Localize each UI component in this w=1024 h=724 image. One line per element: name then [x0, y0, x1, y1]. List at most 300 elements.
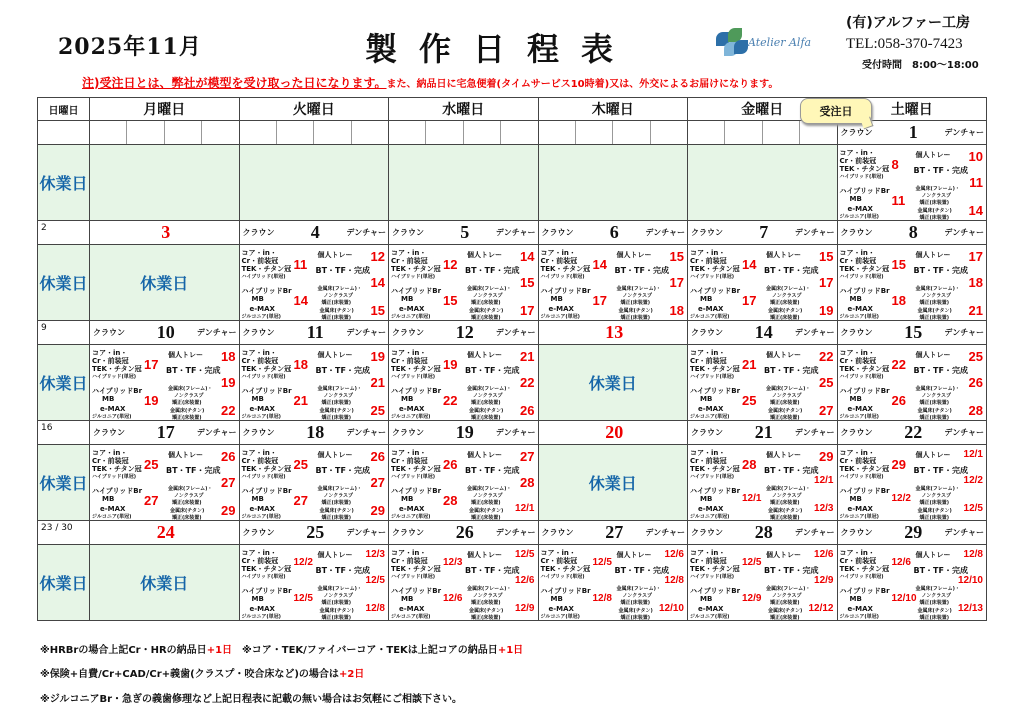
- day-cell: [837, 321, 987, 421]
- tray-label: 個人トレー: [915, 451, 951, 459]
- crown-delivery-1: 12/2: [293, 557, 313, 568]
- hybrid-small-label: ハイブリッド(単冠): [391, 574, 436, 580]
- core-label: コア・in・: [839, 549, 875, 557]
- tray-label: 個人トレー: [915, 251, 951, 259]
- nonclasp-label: ノンクラスプ: [174, 393, 204, 399]
- metal-titan-label: 金属床(チタン): [917, 408, 952, 414]
- emax-label: e-MAX: [399, 405, 425, 413]
- week-row: [38, 521, 987, 621]
- metal-frame-label: 金属床(フレーム)・: [616, 586, 661, 592]
- metal-frame-label: 金属床(フレーム)・: [915, 186, 960, 192]
- denture-delivery-1: 21: [520, 349, 535, 364]
- day-cell: [538, 121, 688, 221]
- crown-delivery-1: 12/6: [891, 557, 911, 568]
- grid-box: [165, 121, 202, 144]
- hybrid-small-label: ハイブリッド(単冠): [241, 574, 286, 580]
- mb-label: MB: [251, 495, 264, 503]
- sunday-date: 2: [38, 221, 89, 245]
- crown-label: クラウン: [392, 528, 424, 537]
- repair-label: 矯正(床装置): [770, 515, 800, 521]
- crown-delivery-2: 12/2: [891, 493, 911, 504]
- tray-label: 個人トレー: [915, 351, 951, 359]
- week-row: [38, 421, 987, 521]
- hybrid-br-label: ハイブリッドBr: [391, 387, 442, 395]
- day-header: [539, 321, 688, 345]
- denture-delivery-3: 12/9: [515, 603, 535, 614]
- crown-label: クラウン: [691, 428, 723, 437]
- crown-delivery-1: 18: [293, 357, 308, 372]
- day-cell: [688, 221, 838, 321]
- denture-delivery-3: 21: [968, 303, 983, 318]
- tray-label: 個人トレー: [168, 351, 203, 359]
- crown-delivery-1: 22: [891, 357, 906, 372]
- tray-label: 個人トレー: [317, 351, 353, 359]
- metal-titan-label: 金属床(チタン): [469, 408, 504, 414]
- day-body: [539, 545, 688, 620]
- crown-delivery-2: 18: [891, 293, 906, 308]
- denture-delivery-2: 18: [968, 275, 983, 290]
- footnote-1: [40, 641, 523, 656]
- denture-delivery-2: 12/8: [664, 575, 684, 586]
- day-header: [389, 421, 538, 445]
- hybrid-small-label: ハイブリッド(単冠): [839, 274, 884, 280]
- crown-label: クラウン: [840, 328, 873, 337]
- tray-label: 個人トレー: [766, 451, 801, 459]
- mb-label: MB: [251, 295, 264, 303]
- metal-frame-label: 金属床(フレーム)・: [168, 386, 213, 392]
- metal-frame-label: 金属床(フレーム)・: [766, 386, 811, 392]
- grid-box: [763, 121, 800, 144]
- repair-label: 矯正(床装置): [471, 515, 501, 521]
- day-cell: [239, 221, 389, 321]
- hybrid-small-label: ハイブリッド(単冠): [92, 374, 137, 380]
- sunday-date: 23 / 30: [38, 521, 89, 545]
- denture-delivery-1: 14: [520, 249, 535, 264]
- core-label: コア・in・: [839, 349, 875, 357]
- sunday-date: [38, 121, 89, 145]
- cr-label: Cr・前装冠: [839, 157, 877, 165]
- day-header: [838, 421, 987, 445]
- nonclasp-label: ノンクラスプ: [622, 293, 653, 299]
- cr-label: Cr・前装冠: [690, 557, 727, 565]
- zirconia-label: ジルコニア(単冠): [391, 414, 431, 420]
- emax-label: e-MAX: [249, 505, 275, 513]
- core-label: コア・in・: [839, 449, 875, 457]
- day-cell: [90, 421, 240, 521]
- hybrid-small-label: ハイブリッド(単冠): [241, 474, 286, 480]
- bt-label: BT・TF・完成: [764, 566, 819, 575]
- repair-label: 矯正(床装置): [172, 400, 202, 406]
- repair-label: 矯正(床装置): [770, 400, 800, 406]
- day-body: [838, 245, 987, 320]
- tek-label: TEK・チタン冠: [839, 265, 890, 273]
- crown-label: クラウン: [691, 328, 723, 337]
- crown-delivery-1: 12/5: [592, 557, 612, 568]
- footnote-2b: +2日: [338, 669, 365, 680]
- crown-delivery-2: 27: [293, 493, 308, 508]
- denture-delivery-1: 10: [968, 149, 983, 164]
- hybrid-br-label: ハイブリッドBr: [92, 387, 143, 395]
- emax-label: e-MAX: [847, 205, 873, 213]
- denture-delivery-1: 12/1: [963, 449, 983, 460]
- bt-label: BT・TF・完成: [764, 366, 819, 375]
- nonclasp-label: ノンクラスプ: [622, 593, 653, 599]
- mb-label: MB: [401, 595, 414, 603]
- bt-label: BT・TF・完成: [315, 366, 370, 375]
- hybrid-small-label: ハイブリッド(単冠): [241, 374, 286, 380]
- day-number: 28: [754, 522, 773, 542]
- day-cell: [837, 121, 987, 221]
- emax-label: e-MAX: [847, 505, 873, 513]
- zirconia-label: ジルコニア(単冠): [690, 514, 730, 520]
- crown-delivery-2: 22: [443, 393, 458, 408]
- hybrid-small-label: ハイブリッド(単冠): [391, 374, 436, 380]
- tek-label: TEK・チタン冠: [839, 565, 890, 573]
- repair-label: 矯正(床装置): [770, 615, 800, 621]
- grid-box: [651, 121, 687, 144]
- crown-delivery-1: 12/5: [742, 557, 762, 568]
- bt-label: BT・TF・完成: [465, 266, 520, 275]
- day-number: 21: [754, 422, 773, 442]
- day-cell: [538, 221, 688, 321]
- denture-delivery-1: 18: [221, 349, 236, 364]
- mb-label: MB: [849, 495, 862, 503]
- hybrid-br-label: ハイブリッドBr: [241, 487, 292, 495]
- day-header: [389, 321, 538, 345]
- day-body: [90, 445, 239, 520]
- emax-label: e-MAX: [698, 605, 724, 613]
- nonclasp-label: ノンクラスプ: [921, 493, 952, 499]
- denture-label: デンチャー: [944, 228, 984, 237]
- zirconia-label: ジルコニア(単冠): [241, 614, 281, 620]
- hybrid-br-label: ハイブリッドBr: [839, 487, 890, 495]
- grid-box: [352, 121, 388, 144]
- bt-label: BT・TF・完成: [614, 266, 669, 275]
- tray-label: 個人トレー: [766, 551, 801, 559]
- day-number: 8: [908, 222, 918, 242]
- metal-titan-label: 金属床(チタン): [469, 608, 504, 614]
- day-header: [90, 221, 239, 245]
- grid-box: [389, 121, 426, 144]
- hybrid-br-label: ハイブリッドBr: [241, 387, 292, 395]
- tek-label: TEK・チタン冠: [241, 365, 292, 373]
- footnote-1d: +1日: [497, 645, 524, 656]
- hybrid-br-label: ハイブリッドBr: [839, 587, 890, 595]
- zirconia-label: ジルコニア(単冠): [839, 414, 879, 420]
- empty-cell: [389, 145, 538, 220]
- day-header: [688, 521, 837, 545]
- empty-header: [90, 121, 239, 145]
- denture-delivery-3: 27: [819, 403, 834, 418]
- emax-label: e-MAX: [548, 305, 574, 313]
- zirconia-label: ジルコニア(単冠): [690, 614, 730, 620]
- day-header: [389, 521, 538, 545]
- column-header-thursday: 木曜日: [538, 98, 688, 121]
- holiday-label: 休業日: [38, 445, 89, 520]
- metal-titan-label: 金属床(チタン): [768, 508, 803, 514]
- denture-label: デンチャー: [346, 428, 386, 437]
- tek-label: TEK・チタン冠: [839, 365, 890, 373]
- nonclasp-label: ノンクラスプ: [921, 193, 952, 199]
- denture-delivery-2: 11: [969, 175, 983, 190]
- core-label: コア・in・: [690, 349, 726, 357]
- bt-label: BT・TF・完成: [315, 566, 370, 575]
- week-row: [38, 121, 987, 221]
- tray-label: 個人トレー: [317, 551, 353, 559]
- emax-label: e-MAX: [847, 405, 873, 413]
- crown-label: クラウン: [392, 428, 424, 437]
- cr-label: Cr・前装冠: [391, 257, 428, 265]
- day-cell: [90, 321, 240, 421]
- core-label: コア・in・: [92, 349, 128, 357]
- column-header-tuesday: 火曜日: [239, 98, 389, 121]
- day-header: [240, 421, 389, 445]
- repair-label: 矯正(床装置): [172, 500, 202, 506]
- core-label: コア・in・: [241, 349, 277, 357]
- crown-delivery-1: 17: [144, 357, 159, 372]
- bt-label: BT・TF・完成: [465, 466, 520, 475]
- tray-label: 個人トレー: [915, 551, 951, 559]
- tek-label: TEK・チタン冠: [690, 565, 740, 573]
- holiday-label: 休業日: [90, 545, 239, 620]
- denture-delivery-3: 29: [221, 503, 236, 518]
- denture-label: デンチャー: [645, 228, 685, 237]
- denture-delivery-2: 17: [819, 275, 834, 290]
- crown-delivery-2: 14: [293, 293, 308, 308]
- denture-delivery-3: 12/8: [365, 603, 385, 614]
- denture-label: デンチャー: [794, 528, 835, 537]
- company-name: (有)アルファー工房: [846, 15, 970, 31]
- tray-label: 個人トレー: [317, 251, 353, 259]
- day-cell: [90, 121, 240, 221]
- nonclasp-label: ノンクラスプ: [772, 593, 802, 599]
- denture-delivery-1: 12/6: [814, 549, 834, 560]
- hybrid-br-label: ハイブリッドBr: [690, 287, 741, 295]
- day-number: 5: [460, 222, 470, 242]
- hybrid-br-label: ハイブリッドBr: [690, 487, 741, 495]
- schedule-table: [37, 97, 987, 621]
- tek-label: TEK・チタン冠: [92, 465, 142, 473]
- repair-label: 矯正(床装置): [172, 415, 202, 421]
- hybrid-br-label: ハイブリッドBr: [241, 287, 292, 295]
- day-header: [539, 521, 688, 545]
- day-number: 24: [156, 522, 175, 542]
- crown-delivery-1: 28: [742, 457, 757, 472]
- denture-delivery-2: 26: [968, 375, 983, 390]
- grid-box: [240, 121, 277, 144]
- hybrid-small-label: ハイブリッド(単冠): [540, 274, 585, 280]
- denture-delivery-3: 15: [370, 303, 385, 318]
- tek-label: TEK・チタン冠: [391, 465, 441, 473]
- tray-label: 個人トレー: [766, 251, 801, 259]
- emax-label: e-MAX: [847, 305, 873, 313]
- sunday-cell: [38, 421, 90, 521]
- core-label: コア・in・: [241, 549, 277, 557]
- repair-label: 矯正(床装置): [919, 215, 950, 221]
- core-label: コア・in・: [690, 449, 726, 457]
- mb-label: MB: [401, 295, 414, 303]
- day-body: [240, 345, 389, 420]
- denture-label: デンチャー: [196, 328, 237, 337]
- day-header: [389, 221, 538, 245]
- nonclasp-label: ノンクラスプ: [473, 493, 503, 499]
- denture-delivery-3: 12/13: [957, 603, 983, 614]
- nonclasp-label: ノンクラスプ: [174, 493, 204, 499]
- mb-label: MB: [700, 395, 713, 403]
- hybrid-small-label: ハイブリッド(単冠): [391, 274, 436, 280]
- grid-box: [464, 121, 501, 144]
- crown-delivery-1: 25: [293, 457, 308, 472]
- day-cell: [538, 421, 688, 521]
- empty-header: [688, 121, 837, 145]
- repair-label: 矯正(床装置): [321, 615, 352, 621]
- metal-titan-label: 金属床(チタン): [917, 508, 952, 514]
- crown-label: クラウン: [242, 528, 275, 537]
- cr-label: Cr・前装冠: [839, 457, 877, 465]
- denture-delivery-3: 17: [520, 303, 535, 318]
- nonclasp-label: ノンクラスプ: [772, 293, 802, 299]
- denture-delivery-2: 19: [221, 375, 236, 390]
- core-label: コア・in・: [540, 549, 576, 557]
- mb-label: MB: [550, 295, 563, 303]
- metal-frame-label: 金属床(フレーム)・: [467, 386, 512, 392]
- denture-delivery-1: 12/6: [664, 549, 684, 560]
- repair-label: 矯正(床装置): [321, 300, 352, 306]
- repair-label: 矯正(床装置): [321, 500, 352, 506]
- core-label: コア・in・: [690, 549, 726, 557]
- denture-label: デンチャー: [645, 528, 685, 537]
- nonclasp-label: ノンクラスプ: [323, 293, 354, 299]
- emax-label: e-MAX: [399, 605, 425, 613]
- metal-frame-label: 金属床(フレーム)・: [317, 486, 362, 492]
- cr-label: Cr・前装冠: [839, 557, 877, 565]
- zirconia-label: ジルコニア(単冠): [241, 414, 281, 420]
- denture-label: デンチャー: [196, 428, 237, 437]
- denture-delivery-2: 27: [221, 475, 236, 490]
- day-header: [838, 121, 987, 145]
- week-row: [38, 321, 987, 421]
- repair-label: 矯正(床装置): [919, 500, 950, 506]
- nonclasp-label: ノンクラスプ: [921, 593, 952, 599]
- cr-label: Cr・前装冠: [241, 357, 279, 365]
- denture-delivery-1: 15: [819, 249, 834, 264]
- denture-delivery-3: 19: [819, 303, 834, 318]
- crown-delivery-2: 19: [144, 393, 159, 408]
- grid-box: [539, 121, 576, 144]
- repair-label: 矯正(床装置): [770, 415, 800, 421]
- crown-delivery-1: 11: [293, 257, 308, 272]
- day-body: [240, 545, 389, 620]
- denture-label: デンチャー: [495, 528, 536, 537]
- nonclasp-label: ノンクラスプ: [473, 393, 503, 399]
- crown-label: クラウン: [840, 228, 873, 237]
- crown-delivery-2: 11: [891, 193, 906, 208]
- crown-delivery-1: 14: [742, 257, 757, 272]
- empty-cell: [240, 145, 389, 220]
- crown-delivery-2: 12/10: [891, 593, 917, 604]
- zirconia-label: ジルコニア(単冠): [540, 614, 580, 620]
- page-title: 製作日程表: [365, 30, 636, 68]
- day-header: [688, 321, 837, 345]
- emax-label: e-MAX: [100, 405, 126, 413]
- metal-frame-label: 金属床(フレーム)・: [317, 386, 362, 392]
- denture-label: デンチャー: [944, 128, 984, 137]
- day-body: [240, 445, 389, 520]
- week-row: [38, 221, 987, 321]
- zirconia-label: ジルコニア(単冠): [241, 314, 281, 320]
- metal-titan-label: 金属床(チタン): [618, 608, 653, 614]
- crown-delivery-2: 12/5: [293, 593, 313, 604]
- hybrid-small-label: ハイブリッド(単冠): [839, 374, 884, 380]
- day-header: [838, 321, 987, 345]
- denture-delivery-2: 25: [819, 375, 834, 390]
- metal-frame-label: 金属床(フレーム)・: [915, 286, 960, 292]
- emax-label: e-MAX: [698, 305, 724, 313]
- crown-delivery-2: 26: [891, 393, 906, 408]
- hybrid-small-label: ハイブリッド(単冠): [690, 574, 735, 580]
- nonclasp-label: ノンクラスプ: [772, 493, 802, 499]
- hybrid-small-label: ハイブリッド(単冠): [690, 374, 735, 380]
- day-cell: [688, 321, 838, 421]
- nonclasp-label: ノンクラスプ: [323, 393, 354, 399]
- bt-label: BT・TF・完成: [764, 266, 819, 275]
- crown-label: クラウン: [242, 328, 275, 337]
- day-cell: [389, 121, 539, 221]
- day-header: [240, 521, 389, 545]
- crown-label: クラウン: [691, 528, 723, 537]
- hybrid-br-label: ハイブリッドBr: [690, 387, 741, 395]
- crown-label: クラウン: [93, 328, 125, 337]
- mb-label: MB: [251, 595, 264, 603]
- denture-delivery-3: 18: [669, 303, 684, 318]
- hybrid-br-label: ハイブリッドBr: [92, 487, 143, 495]
- metal-frame-label: 金属床(フレーム)・: [467, 286, 512, 292]
- mb-label: MB: [849, 395, 862, 403]
- repair-label: 矯正(床装置): [919, 615, 950, 621]
- day-cell: [538, 321, 688, 421]
- holiday-label: 休業日: [38, 345, 89, 420]
- tek-label: TEK・チタン冠: [690, 365, 740, 373]
- denture-delivery-1: 26: [221, 449, 236, 464]
- cr-label: Cr・前装冠: [690, 257, 727, 265]
- sunday-date: 9: [38, 321, 89, 345]
- mb-label: MB: [849, 295, 862, 303]
- nonclasp-label: ノンクラスプ: [473, 593, 503, 599]
- denture-delivery-2: 12/5: [365, 575, 385, 586]
- day-body: [838, 145, 987, 220]
- tray-label: 個人トレー: [467, 251, 502, 259]
- core-label: コア・in・: [839, 149, 875, 157]
- footnote-1a: ※HRBrの場合上記Cr・HRの納品日: [40, 645, 207, 656]
- crown-delivery-1: 8: [891, 157, 899, 172]
- bt-label: BT・TF・完成: [913, 166, 968, 175]
- day-header: [688, 421, 837, 445]
- cr-label: Cr・前装冠: [92, 457, 129, 465]
- hybrid-br-label: ハイブリッドBr: [391, 287, 442, 295]
- mb-label: MB: [849, 595, 862, 603]
- denture-delivery-3: 26: [520, 403, 535, 418]
- hybrid-small-label: ハイブリッド(単冠): [839, 174, 884, 180]
- hybrid-br-label: ハイブリッドBr: [241, 587, 292, 595]
- crown-label: クラウン: [242, 228, 275, 237]
- repair-label: 矯正(床装置): [919, 600, 950, 606]
- empty-header: [240, 121, 389, 145]
- day-body: [688, 545, 837, 620]
- crown-label: クラウン: [242, 428, 275, 437]
- day-body: [240, 245, 389, 320]
- column-header-saturday: 土曜日: [837, 98, 987, 121]
- day-number: 20: [605, 422, 624, 442]
